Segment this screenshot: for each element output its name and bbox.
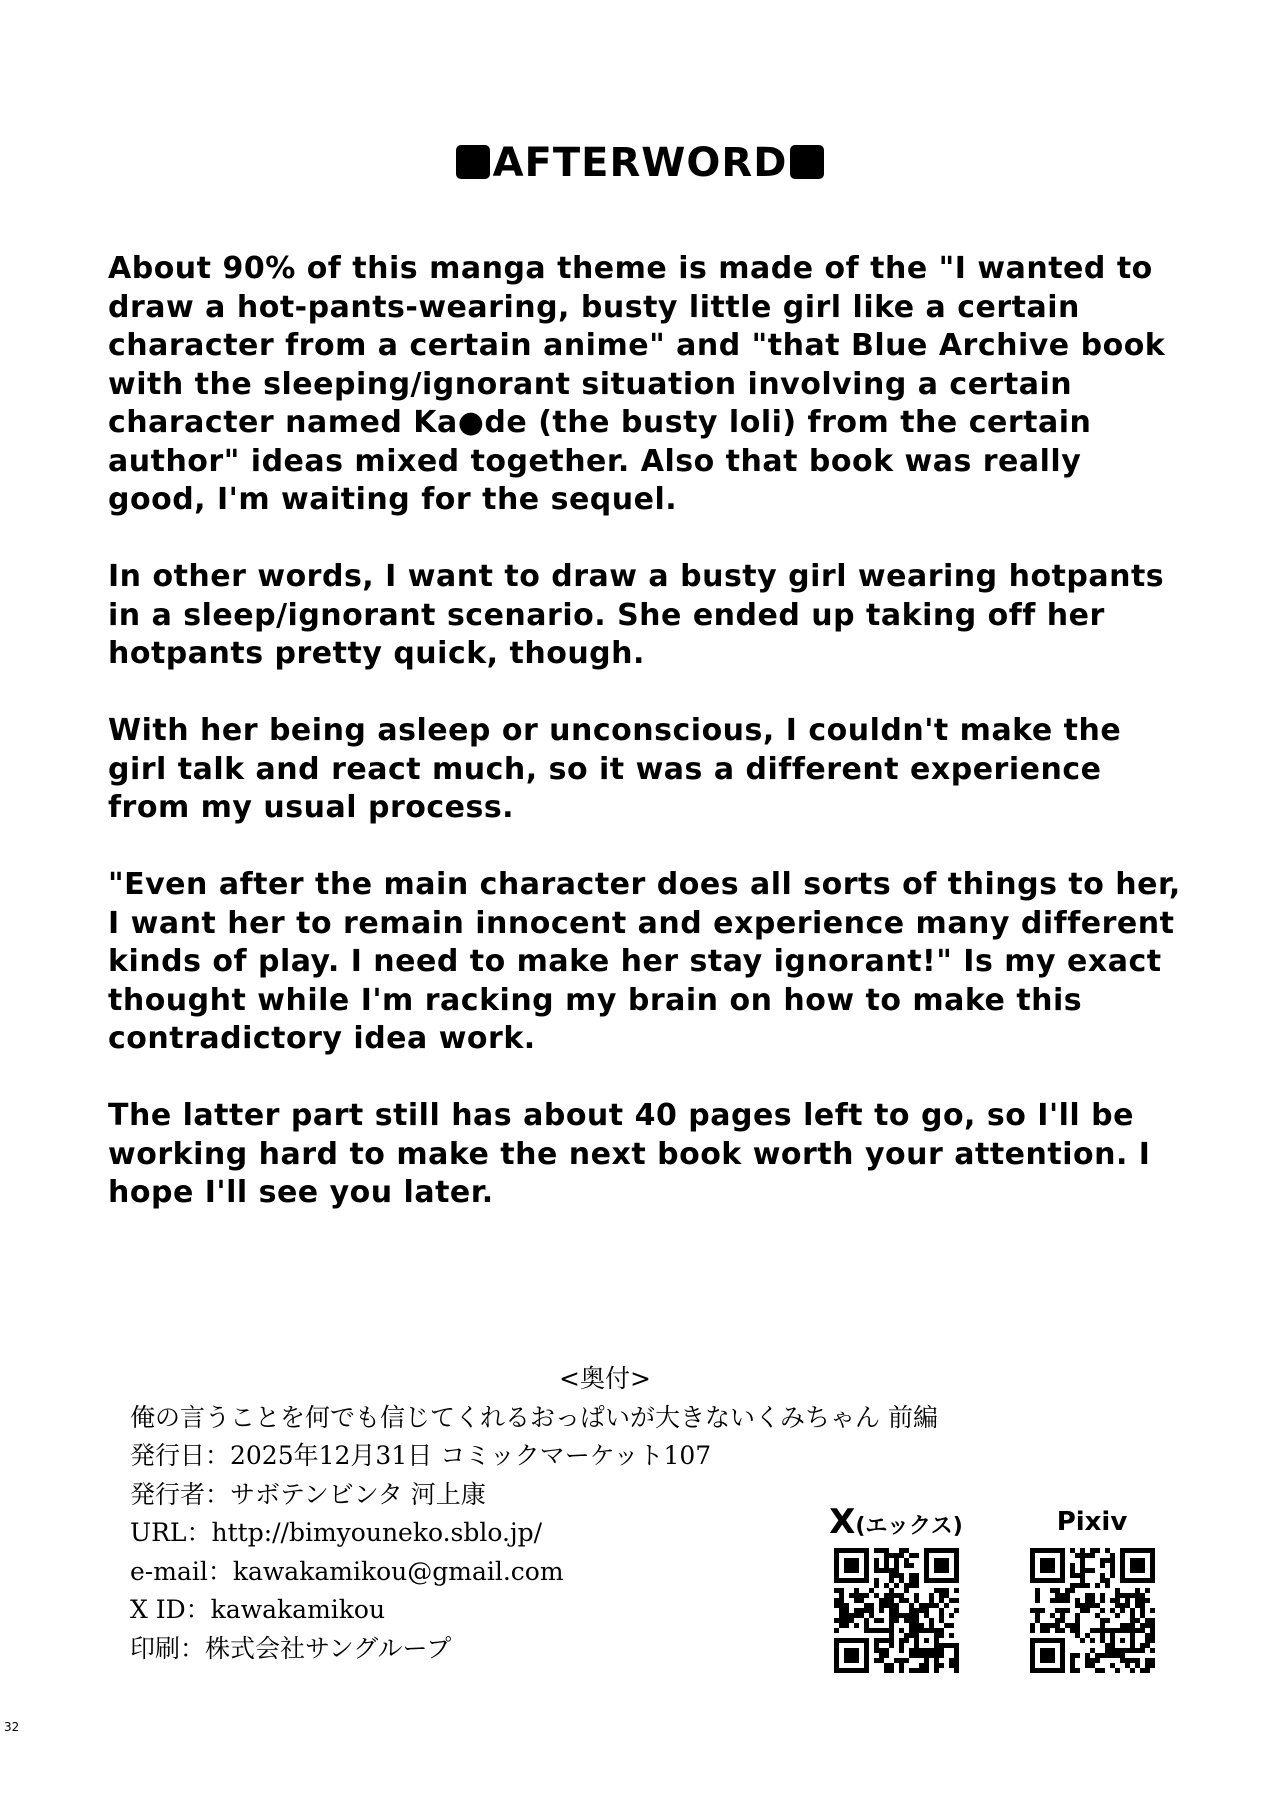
x-qr-code[interactable] <box>834 1548 959 1673</box>
x-logo-icon: X <box>829 1502 856 1542</box>
afterword-paragraph: The latter part still has about 40 pages left to go, so I'll be working hard to make the next book worth your attention. I hope I'll see you later. <box>108 1098 1151 1210</box>
black-square-icon <box>456 145 490 179</box>
colophon-url: URL：http://bimyouneko.sblo.jp/ <box>130 1518 543 1547</box>
afterword-paragraph: With her being asleep or unconscious, I couldn't make the girl talk and react much, so it was a different experience from my usual process. <box>108 713 1122 825</box>
colophon-x-id: X ID：kawakamikou <box>130 1595 386 1624</box>
colophon-book-title: 俺の言うことを何でも信じてくれるおっぱいが大きないくみちゃん 前編 <box>130 1402 938 1432</box>
colophon-heading: <奥付> <box>559 1364 651 1393</box>
colophon-publisher: 発行者：サボテンビンタ 河上康 <box>130 1479 486 1509</box>
black-square-icon <box>790 145 824 179</box>
pixiv-qr-code[interactable] <box>1030 1548 1155 1673</box>
afterword-title-text: AFTERWORD <box>492 140 788 186</box>
afterword-paragraph: In other words, I want to draw a busty girl wearing hotpants in a sleep/ignorant scenario. She ended up taking off her hotpants pretty quick, though. <box>108 559 1165 671</box>
afterword-paragraph: About 90% of this manga theme is made of the "I wanted to draw a hot-pants-wearing, busty little girl like a certain character from a certain anime" and "that Blue Archive book with the sleeping/ignorant situation involving a certain character named Ka●de (the busty loli) from the certain author" ideas mixed together. Also that book was really good, I'm waiting for the sequel. <box>108 251 1166 517</box>
x-qr-block <box>826 1500 966 1673</box>
afterword-paragraph: "Even after the main character does all sorts of things to her, I want her to remain innocent and experience many different kinds of play. I need to make her stay ignorant!" Is my exact thought while I'm racking my brain on how to make this contradictory idea work. <box>108 867 1181 1056</box>
colophon-publish-date: 発行日：2025年12月31日 コミックマーケット107 <box>130 1441 712 1470</box>
page-number: 32 <box>4 1720 20 1734</box>
afterword-body <box>108 250 1188 1251</box>
colophon <box>130 1360 1130 1668</box>
pixiv-qr-label: Pixiv <box>1056 1507 1128 1537</box>
pixiv-qr-block <box>1022 1500 1162 1673</box>
x-qr-label <box>826 1500 966 1544</box>
colophon-printer: 印刷：株式会社サングループ <box>130 1633 452 1663</box>
colophon-email: e-mail：kawakamikou@gmail.com <box>130 1556 564 1586</box>
x-qr-label-text: (エックス) <box>855 1514 963 1539</box>
afterword-title <box>0 140 1280 186</box>
